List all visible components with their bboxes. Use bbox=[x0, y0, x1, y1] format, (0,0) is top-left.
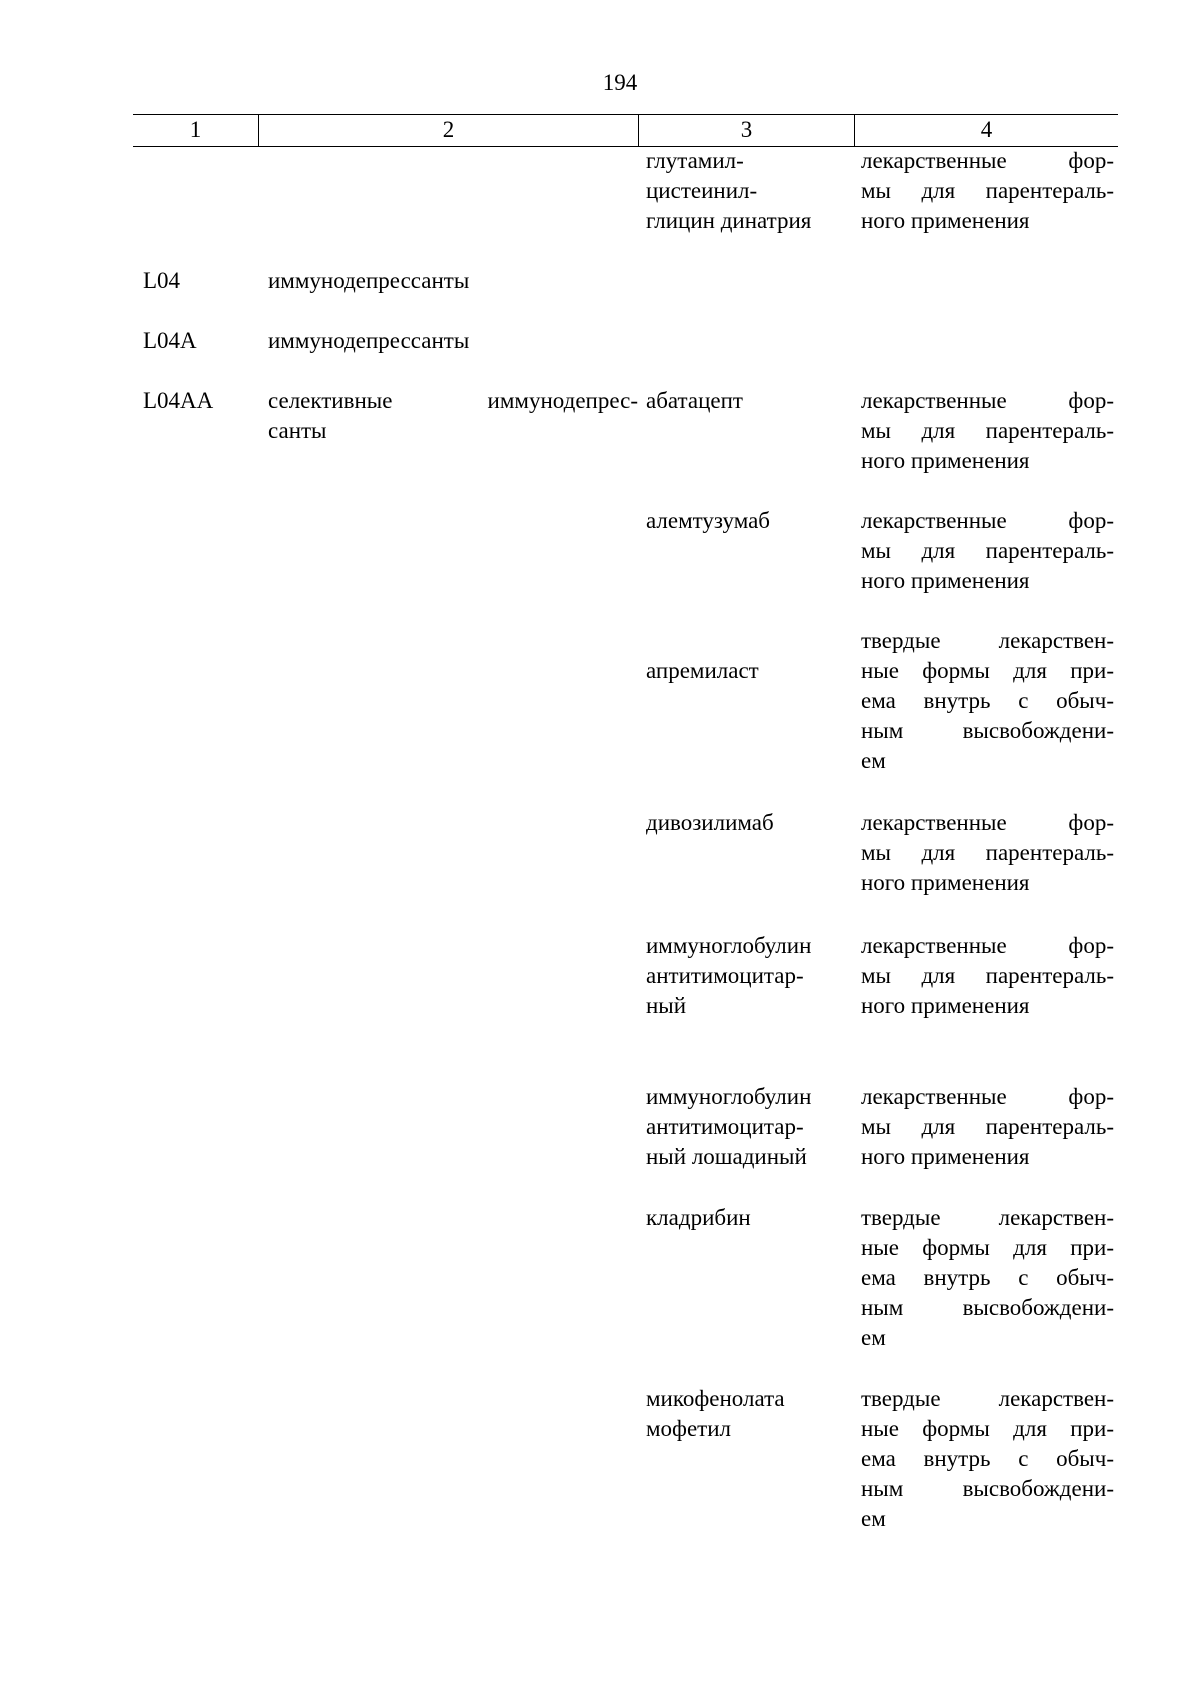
page-number: 194 bbox=[602, 70, 638, 95]
dosage-form: лекарственные фор- мы для парентераль- ного применения bbox=[861, 388, 1114, 473]
drug-name: алемтузумаб bbox=[646, 508, 771, 533]
header-col-1: 1 bbox=[189, 117, 202, 142]
header-col-3: 3 bbox=[638, 115, 854, 146]
header-col-2: 2 bbox=[258, 115, 638, 146]
dosage-form: твердые лекарствен- ные формы для при- ема внутрь с обыч- ным высвобождени- ем bbox=[861, 628, 1114, 773]
drug-name: абатацепт bbox=[646, 388, 743, 413]
atc-group: селективные иммунодепрес- санты bbox=[268, 388, 638, 443]
dosage-form: лекарственные фор- мы для парентераль- ного применения bbox=[861, 810, 1114, 895]
table-header bbox=[133, 114, 1118, 147]
drug-name: иммуноглобулин антитимоцитар- ный bbox=[646, 933, 812, 1018]
dosage-form: лекарственные фор- мы для парентераль- ного применения bbox=[861, 508, 1114, 593]
header-col-4: 4 bbox=[854, 115, 1118, 146]
dosage-form: лекарственные фор- мы для парентераль- ного применения bbox=[861, 933, 1114, 1018]
drug-name: апремиласт bbox=[646, 658, 759, 683]
drug-name: глутамил- цистеинил- глицин динатрия bbox=[646, 148, 812, 233]
drug-name: дивозилимаб bbox=[646, 810, 774, 835]
dosage-form: твердые лекарствен- ные формы для при- ема внутрь с обыч- ным высвобождени- ем bbox=[861, 1386, 1114, 1531]
drug-name: кладрибин bbox=[646, 1205, 751, 1230]
atc-code: L04AA bbox=[143, 388, 214, 413]
drug-name: микофенолата мофетил bbox=[646, 1386, 785, 1441]
drug-name: иммуноглобулин антитимоцитар- ный лошадиный bbox=[646, 1084, 812, 1169]
atc-group: иммунодепрессанты bbox=[268, 268, 470, 293]
atc-code: L04A bbox=[143, 328, 197, 353]
atc-group: иммунодепрессанты bbox=[268, 328, 470, 353]
atc-code: L04 bbox=[143, 268, 181, 293]
dosage-form: лекарственные фор- мы для парентераль- ного применения bbox=[861, 1084, 1114, 1169]
dosage-form: лекарственные фор- мы для парентераль- ного применения bbox=[861, 148, 1114, 233]
dosage-form: твердые лекарствен- ные формы для при- ема внутрь с обыч- ным высвобождени- ем bbox=[861, 1205, 1114, 1350]
